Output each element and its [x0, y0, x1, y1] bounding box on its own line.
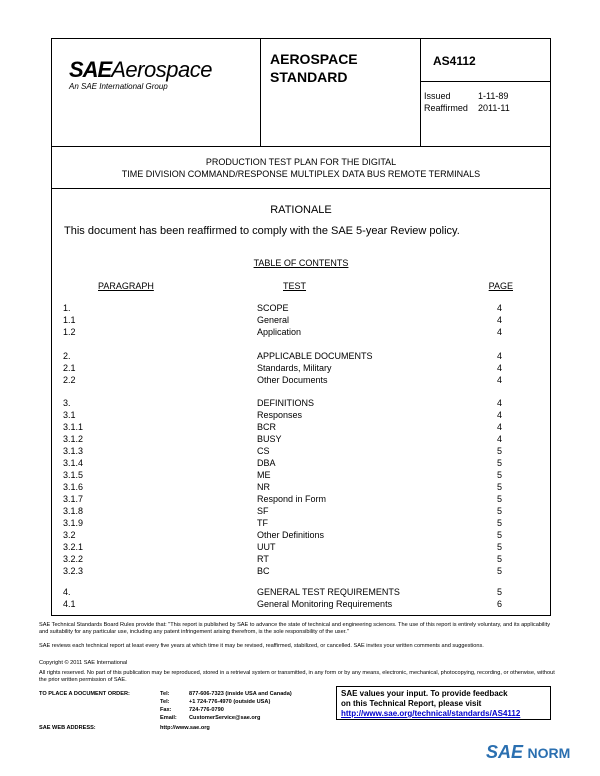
toc-row — [52, 397, 550, 409]
toc-col-paragraph: PARAGRAPH — [98, 281, 154, 291]
toc-para: 3.1.7 — [63, 494, 84, 504]
toc-row — [52, 481, 550, 493]
document-title — [52, 156, 550, 180]
toc-test: TF — [257, 518, 268, 528]
document-number: AS4112 — [433, 54, 476, 68]
standard-type-line1: AEROSPACE — [270, 51, 358, 67]
toc-test: DEFINITIONS — [257, 398, 315, 408]
toc-page: 4 — [496, 422, 502, 432]
footer-review: SAE reviews each technical report at least every five years at which time it may be revised, reaffirmed, stabilized, or cancelled. SAE invites your written comments and suggestions. — [39, 643, 484, 649]
toc-page: 5 — [496, 566, 502, 576]
toc-test: Application — [257, 327, 302, 337]
logo-sae-text: SAE — [69, 57, 112, 82]
toc-test: BCR — [257, 422, 277, 432]
toc-row — [52, 598, 550, 610]
toc-page: 6 — [496, 599, 502, 609]
toc-test: RT — [257, 554, 269, 564]
toc-para: 3. — [63, 398, 71, 408]
rationale-heading: RATIONALE — [270, 204, 332, 216]
tel2-label: Tel: — [160, 699, 170, 705]
header-divider — [52, 146, 550, 147]
tel1-value: 877-606-7323 (inside USA and Canada) — [189, 691, 292, 697]
toc-para: 2.1 — [63, 363, 76, 373]
toc-page: 5 — [496, 494, 502, 504]
toc-row — [52, 350, 550, 362]
toc-page: 5 — [496, 506, 502, 516]
issue-info — [424, 90, 510, 114]
sae-aerospace-logo — [69, 57, 212, 91]
toc-para: 2. — [63, 351, 71, 361]
email-value[interactable]: CustomerService@sae.org — [189, 715, 261, 721]
toc-page: 4 — [496, 327, 502, 337]
toc-col-test: TEST — [283, 281, 307, 291]
issued-value: 1-11-89 — [478, 91, 509, 101]
toc-title: TABLE OF CONTENTS — [253, 258, 349, 268]
document-frame — [51, 38, 551, 616]
toc-para: 1.1 — [63, 315, 76, 325]
toc-row — [52, 493, 550, 505]
toc-page: 5 — [496, 446, 502, 456]
toc-row — [52, 445, 550, 457]
toc-test: DBA — [257, 458, 276, 468]
toc-row — [52, 421, 550, 433]
toc-para: 3.1.3 — [63, 446, 84, 456]
toc-test: BUSY — [257, 434, 282, 444]
toc-row — [52, 565, 550, 577]
logo-aerospace-text: Aerospace — [111, 57, 212, 82]
toc-row — [52, 457, 550, 469]
toc-page: 5 — [496, 482, 502, 492]
toc-test: SCOPE — [257, 303, 289, 313]
toc-para: 3.2 — [63, 530, 76, 540]
toc-row — [52, 586, 550, 598]
footer-rights: All rights reserved. No part of this publication may be reproduced, stored in a retrieval system or transmitted, in any form or by any means, electronic, mechanical, photocopying, recording, or otherwise, without the prior written permission of SAE. — [39, 670, 555, 683]
footer-terms: SAE Technical Standards Board Rules provide that: "This report is published by SAE to advance the state of technical and engineering sciences. The use of this report is entirely voluntary, and its applicability and suitability for any particular use, including any patent infringement arising therefrom, is the sole responsibility of the user." — [39, 622, 550, 635]
toc-row — [52, 469, 550, 481]
toc-row — [52, 409, 550, 421]
toc-test: APPLICABLE DOCUMENTS — [257, 351, 373, 361]
toc-para: 3.1.9 — [63, 518, 84, 528]
toc-test: Other Definitions — [257, 530, 325, 540]
toc-test: General — [257, 315, 290, 325]
toc-para: 3.1.5 — [63, 470, 84, 480]
document-title-line2: TIME DIVISION COMMAND/RESPONSE MULTIPLEX DATA BUS REMOTE TERMINALS — [121, 169, 481, 179]
toc-page: 5 — [496, 587, 502, 597]
toc-para: 1. — [63, 303, 71, 313]
rationale-text: This document has been reaffirmed to comply with the SAE 5-year Review policy. — [64, 225, 460, 237]
toc-para: 3.2.3 — [63, 566, 84, 576]
toc-para: 3.1.2 — [63, 434, 84, 444]
toc-row — [52, 314, 550, 326]
sae-norm-logo — [486, 742, 570, 763]
toc-page: 5 — [496, 518, 502, 528]
toc-page: 4 — [496, 315, 502, 325]
feedback-box — [336, 686, 551, 720]
toc-para: 3.1.8 — [63, 506, 84, 516]
toc-page: 4 — [496, 375, 502, 385]
toc-para: 3.1 — [63, 410, 76, 420]
toc-test: UUT — [257, 542, 276, 552]
toc-test: SF — [257, 506, 269, 516]
web-address — [39, 725, 210, 731]
web-label: SAE WEB ADDRESS: — [39, 725, 96, 731]
toc-test: GENERAL TEST REQUIREMENTS — [257, 587, 400, 597]
reaffirmed-label: Reaffirmed — [424, 103, 468, 113]
toc-row — [52, 505, 550, 517]
toc-para: 2.2 — [63, 375, 76, 385]
docnum-divider — [420, 81, 550, 82]
toc-para: 3.1.6 — [63, 482, 84, 492]
norm-logo-sae: SAE — [486, 742, 524, 762]
toc-para: 3.2.1 — [63, 542, 84, 552]
email-label: Email: — [160, 715, 177, 721]
toc-para: 4.1 — [63, 599, 76, 609]
web-link[interactable]: http://www.sae.org — [160, 725, 210, 731]
toc-test: NR — [257, 482, 270, 492]
toc-row — [52, 433, 550, 445]
toc-page: 5 — [496, 542, 502, 552]
tel1-label: Tel: — [160, 691, 170, 697]
toc-row — [52, 541, 550, 553]
toc-page: 5 — [496, 530, 502, 540]
toc-test: Other Documents — [257, 375, 328, 385]
toc-test: Responses — [257, 410, 303, 420]
toc-row — [52, 553, 550, 565]
logo-group-text: An SAE International Group — [69, 82, 168, 91]
toc-row — [52, 362, 550, 374]
toc-para: 1.2 — [63, 327, 76, 337]
toc-page: 5 — [496, 458, 502, 468]
toc-row — [52, 529, 550, 541]
toc-para: 3.1.4 — [63, 458, 84, 468]
toc-test: BC — [257, 566, 270, 576]
feedback-line2: on this Technical Report, please visit — [341, 699, 482, 708]
standard-type — [270, 50, 358, 86]
toc-row — [52, 302, 550, 314]
toc-row — [52, 517, 550, 529]
toc-test: CS — [257, 446, 270, 456]
order-label: TO PLACE A DOCUMENT ORDER: — [39, 691, 130, 697]
toc-test: Standards, Military — [257, 363, 332, 373]
header-vdivider-1 — [260, 39, 261, 146]
feedback-line1: SAE values your input. To provide feedback — [341, 689, 508, 698]
reaffirmed-value: 2011-11 — [478, 103, 510, 113]
toc-page: 4 — [496, 351, 502, 361]
toc-test: Respond in Form — [257, 494, 327, 504]
toc-page: 4 — [496, 398, 502, 408]
footer-copyright: Copyright © 2011 SAE International — [39, 660, 128, 666]
issued-label: Issued — [424, 91, 451, 101]
toc-page: 5 — [496, 554, 502, 564]
toc-page: 4 — [496, 410, 502, 420]
norm-logo-text: NORM — [527, 745, 571, 761]
toc-row — [52, 326, 550, 338]
toc-row — [52, 374, 550, 386]
header-vdivider-2 — [420, 39, 421, 146]
toc-para: 4. — [63, 587, 71, 597]
toc-test: General Monitoring Requirements — [257, 599, 393, 609]
toc-page: 4 — [496, 363, 502, 373]
feedback-link[interactable]: http://www.sae.org/technical/standards/AS4112 — [341, 709, 521, 718]
document-title-line1: PRODUCTION TEST PLAN FOR THE DIGITAL — [205, 157, 397, 167]
fax-label: Fax: — [160, 707, 172, 713]
toc-page: 5 — [496, 470, 502, 480]
title-divider — [52, 188, 550, 189]
toc-para: 3.1.1 — [63, 422, 84, 432]
tel2-value: +1 724-776-4970 (outside USA) — [189, 699, 271, 705]
toc-page: 4 — [496, 434, 502, 444]
toc-test: ME — [257, 470, 271, 480]
fax-value: 724-776-0790 — [189, 707, 224, 713]
toc-para: 3.2.2 — [63, 554, 84, 564]
toc-col-page: PAGE — [488, 281, 513, 291]
standard-type-line2: STANDARD — [270, 69, 348, 85]
toc-page: 4 — [496, 303, 502, 313]
